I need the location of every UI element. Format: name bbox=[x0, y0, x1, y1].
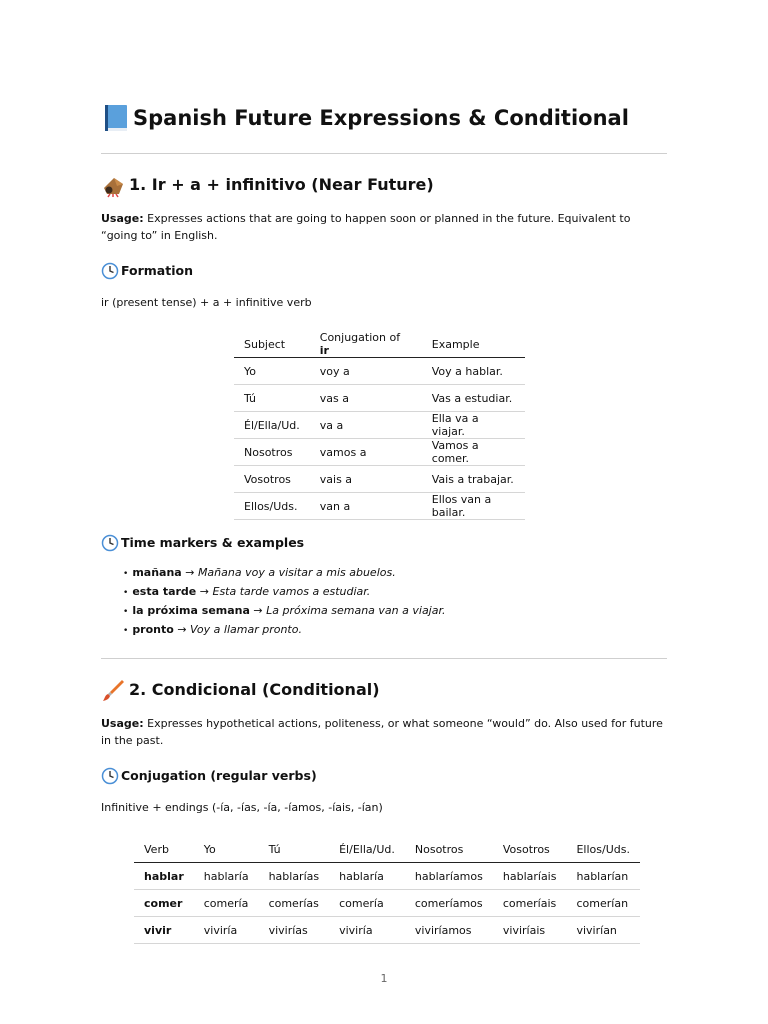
table-row: hablar hablaría hablarías hablaría hablaríamos hablaríais hablarían bbox=[134, 863, 640, 890]
section-1-usage: Usage: Expresses actions that are going to happen soon or planned in the future. Equivalent to “going to” in English. bbox=[101, 212, 631, 242]
pinata-icon bbox=[101, 172, 127, 198]
formation-heading: Formation bbox=[101, 262, 667, 280]
conjugation-formula: Infinitive + endings (-ía, -ías, -ía, -íamos, -íais, -ían) bbox=[101, 801, 383, 814]
table-row: Él/Ella/Ud. va a Ella va a viajar. bbox=[234, 412, 525, 439]
ir-conjugation-table bbox=[234, 331, 525, 520]
section-1-heading-text: 1. Ir + a + infinitivo (Near Future) bbox=[129, 175, 434, 194]
paintbrush-icon bbox=[101, 677, 127, 703]
clock-icon bbox=[101, 534, 119, 552]
conditional-conjugation-table bbox=[134, 836, 640, 944]
clock-icon bbox=[101, 262, 119, 280]
list-item: • pronto → Voy a llamar pronto. bbox=[123, 621, 667, 640]
section-1-heading bbox=[101, 172, 667, 198]
page-number: 1 bbox=[380, 972, 388, 985]
book-icon bbox=[101, 103, 131, 133]
section-2-heading bbox=[101, 677, 667, 703]
page-title bbox=[101, 98, 667, 138]
section-2-heading-text: 2. Condicional (Conditional) bbox=[129, 680, 380, 699]
table-row: Tú vas a Vas a estudiar. bbox=[234, 385, 525, 412]
time-markers-heading: Time markers & examples bbox=[101, 534, 667, 552]
table-row: Yo voy a Voy a hablar. bbox=[234, 358, 525, 385]
table-header-row: Verb Yo Tú Él/Ella/Ud. Nosotros Vosotros Ellos/Uds. bbox=[134, 836, 640, 863]
clock-icon bbox=[101, 767, 119, 785]
table-row: Nosotros vamos a Vamos a comer. bbox=[234, 439, 525, 466]
table-row: Vosotros vais a Vais a trabajar. bbox=[234, 466, 525, 493]
table-row: Ellos/Uds. van a Ellos van a bailar. bbox=[234, 493, 525, 520]
formation-formula: ir (present tense) + a + infinitive verb bbox=[101, 296, 312, 309]
list-item: • esta tarde → Esta tarde vamos a estudiar. bbox=[123, 583, 667, 602]
list-item: • mañana → Mañana voy a visitar a mis abuelos. bbox=[123, 564, 667, 583]
conjugation-heading: Conjugation (regular verbs) bbox=[101, 767, 667, 785]
table-row: comer comería comerías comería comeríamos comeríais comerían bbox=[134, 890, 640, 917]
time-markers-list bbox=[101, 564, 667, 640]
page-title-text: Spanish Future Expressions & Conditional bbox=[133, 106, 629, 130]
section-2-usage: Usage: Expresses hypothetical actions, politeness, or what someone “would” do. Also used for future in the past. bbox=[101, 717, 663, 747]
list-item: • la próxima semana → La próxima semana van a viajar. bbox=[123, 602, 667, 621]
document-page bbox=[101, 98, 667, 944]
table-row: vivir viviría vivirías viviría viviríamos viviríais vivirían bbox=[134, 917, 640, 944]
table-header-row: Subject Conjugation of ir Example bbox=[234, 331, 525, 358]
